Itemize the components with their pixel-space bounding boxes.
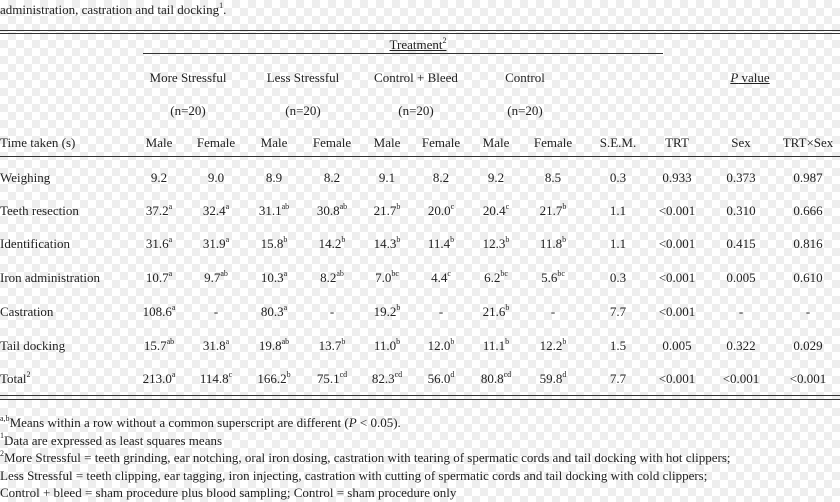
footnote-control bbox=[0, 484, 731, 502]
bottom-rule-double bbox=[0, 399, 840, 400]
cell-value: 0.610 bbox=[793, 270, 823, 285]
column-header: Female bbox=[196, 135, 236, 150]
cell-value: 13.7 bbox=[318, 338, 342, 353]
cell-superscript: b bbox=[505, 234, 510, 244]
cell-superscript: ab bbox=[336, 268, 344, 278]
cell-value: 21.6 bbox=[482, 304, 506, 319]
cell-superscript: b bbox=[396, 201, 401, 211]
cell-value: 31.9 bbox=[202, 236, 226, 251]
cell-value: 31.8 bbox=[202, 338, 226, 353]
cell-superscript: a bbox=[225, 234, 230, 244]
cell-value: 31.1 bbox=[258, 203, 282, 218]
cell-value: <0.001 bbox=[658, 270, 696, 285]
table-cell bbox=[739, 304, 743, 320]
row-label: Identification bbox=[0, 236, 71, 251]
cell-superscript: d bbox=[450, 369, 455, 379]
cell-value: 12.0 bbox=[427, 338, 451, 353]
table-cell bbox=[610, 338, 626, 354]
cell-value: 11.4 bbox=[427, 236, 451, 251]
table-cell bbox=[793, 338, 822, 354]
footnote-text: Data are expressed as least squares means bbox=[4, 432, 223, 448]
row-label: Iron administration bbox=[0, 270, 101, 285]
footnote-text: Means within a row without a common superscript are different ( bbox=[9, 415, 349, 430]
table-cell bbox=[610, 170, 626, 186]
table-cell bbox=[214, 304, 218, 320]
cell-superscript: a bbox=[168, 268, 173, 278]
cell-superscript: cd bbox=[339, 369, 348, 379]
table-cell bbox=[483, 236, 510, 252]
cell-value: 21.7 bbox=[539, 203, 563, 218]
group-n: (n=20) bbox=[170, 103, 206, 118]
group-n: (n=20) bbox=[507, 103, 543, 118]
cell-value: 0.415 bbox=[726, 236, 756, 251]
table-cell bbox=[203, 338, 229, 354]
cell-value: 7.0 bbox=[375, 270, 392, 285]
cell-value: 56.0 bbox=[427, 371, 451, 386]
cell-superscript: a bbox=[283, 302, 288, 312]
column-header: Male bbox=[145, 135, 173, 150]
cell-value: 21.7 bbox=[373, 203, 397, 218]
cell-superscript: b bbox=[562, 201, 567, 211]
group-name: Control + Bleed bbox=[374, 70, 458, 85]
cell-value: <0.001 bbox=[658, 236, 696, 251]
table-cell bbox=[484, 270, 508, 286]
cell-value: 9.2 bbox=[487, 170, 505, 185]
table-cell bbox=[488, 170, 504, 186]
cell-value: - bbox=[213, 304, 219, 319]
footnote-lsmeans bbox=[0, 432, 731, 450]
cell-superscript: cd bbox=[394, 369, 403, 379]
cell-superscript: b bbox=[341, 234, 346, 244]
table-cell bbox=[319, 236, 346, 252]
cell-value: 9.1 bbox=[378, 170, 396, 185]
group-name: More Stressful bbox=[149, 70, 227, 85]
footnote-text-end: < 0.05). bbox=[356, 415, 401, 430]
footnote-p-italic: P bbox=[348, 415, 357, 430]
cell-superscript: ab bbox=[166, 336, 175, 346]
footnote-more-stressful bbox=[0, 449, 731, 467]
row-label: Weighing bbox=[0, 170, 51, 185]
treatment-header-sup: 2 bbox=[442, 35, 447, 45]
table-cell bbox=[151, 170, 167, 186]
cell-value: 0.933 bbox=[662, 170, 692, 185]
cell-value: 12.3 bbox=[482, 236, 506, 251]
cell-value: 8.2 bbox=[323, 170, 341, 185]
table-cell bbox=[540, 236, 566, 252]
table-cell bbox=[610, 371, 626, 387]
table-cell bbox=[726, 170, 755, 186]
cell-value: 0.666 bbox=[793, 203, 823, 218]
table-cell bbox=[259, 338, 289, 354]
cell-value: 11.8 bbox=[539, 236, 563, 251]
cell-value: 1.1 bbox=[609, 236, 627, 251]
column-header: Sex bbox=[731, 135, 751, 150]
cell-value: 7.7 bbox=[609, 304, 627, 319]
cell-value: <0.001 bbox=[658, 371, 696, 386]
cell-value: <0.001 bbox=[722, 371, 760, 386]
group-n: (n=20) bbox=[285, 103, 321, 118]
table-cell bbox=[317, 371, 347, 387]
cell-superscript: a bbox=[171, 369, 176, 379]
table-cell bbox=[726, 338, 755, 354]
table-cell bbox=[662, 170, 691, 186]
table-cell bbox=[428, 371, 455, 387]
table-caption bbox=[0, 2, 226, 18]
cell-value: - bbox=[738, 304, 744, 319]
cell-value: 0.373 bbox=[726, 170, 756, 185]
table-cell bbox=[261, 304, 287, 320]
cell-value: 9.7 bbox=[204, 270, 221, 285]
table-cell bbox=[428, 203, 454, 219]
cell-value: 80.3 bbox=[260, 304, 284, 319]
group-n: (n=20) bbox=[398, 103, 434, 118]
table-cell bbox=[257, 371, 290, 387]
cell-value: 19.8 bbox=[258, 338, 282, 353]
cell-value: 8.2 bbox=[432, 170, 450, 185]
cell-superscript: c bbox=[450, 201, 455, 211]
cell-value: 114.8 bbox=[199, 371, 229, 386]
pvalue-header-p: P bbox=[730, 70, 739, 85]
table-cell bbox=[431, 270, 451, 286]
footnote-mark: a,b bbox=[0, 413, 10, 423]
table-cell bbox=[659, 270, 696, 286]
cell-value: <0.001 bbox=[658, 304, 696, 319]
cell-superscript: c bbox=[505, 201, 510, 211]
table-cell bbox=[143, 304, 176, 320]
table-cell bbox=[379, 170, 395, 186]
table-cell bbox=[204, 270, 228, 286]
footnote-text: More Stressful = teeth grinding, ear notching, oral iron dosing, castration with tearing of spermatic cords and tail docking with hot clippers; bbox=[4, 450, 731, 465]
caption-footnote-mark: 1 bbox=[219, 0, 224, 10]
group-name: Control bbox=[505, 70, 545, 85]
table-cell bbox=[144, 338, 174, 354]
table-cell bbox=[203, 203, 229, 219]
table-cell bbox=[200, 371, 232, 387]
footnote-text: Control + bleed = sham procedure plus blood sampling; Control = sham procedure only bbox=[0, 485, 457, 500]
column-header: Male bbox=[260, 135, 288, 150]
cell-superscript: a bbox=[283, 268, 288, 278]
table-cell bbox=[208, 170, 224, 186]
table-cell bbox=[483, 304, 510, 320]
table-cell bbox=[261, 236, 288, 252]
table-cell bbox=[662, 338, 691, 354]
table-cell bbox=[793, 236, 822, 252]
row-label-sup: 2 bbox=[26, 369, 31, 379]
column-header: Male bbox=[482, 135, 510, 150]
cell-value: 15.8 bbox=[260, 236, 284, 251]
column-header: S.E.M. bbox=[599, 135, 637, 150]
row-label: Teeth resection bbox=[0, 203, 79, 218]
cell-superscript: b bbox=[562, 336, 567, 346]
table-cell bbox=[610, 270, 626, 286]
footnote-text: Less Stressful = teeth clipping, ear tagging, iron injecting, castration with cutting of spermatic cords and tail docking with cold clippers; bbox=[0, 467, 708, 483]
cell-superscript: b bbox=[396, 302, 401, 312]
column-header: Male bbox=[373, 135, 401, 150]
row-label: Total$^2$ bbox=[0, 369, 31, 386]
cell-superscript: b bbox=[505, 336, 510, 346]
cell-superscript: c bbox=[228, 369, 233, 379]
table-cell bbox=[374, 236, 401, 252]
cell-superscript: cd bbox=[503, 369, 512, 379]
table-cell bbox=[545, 170, 561, 186]
cell-value: 6.2 bbox=[484, 270, 501, 285]
cell-superscript: b bbox=[505, 302, 510, 312]
cell-value: 14.2 bbox=[318, 236, 342, 251]
column-header: Female bbox=[533, 135, 573, 150]
caption-end: . bbox=[223, 2, 227, 17]
group-name: Less Stressful bbox=[266, 70, 340, 85]
table-cell bbox=[659, 203, 696, 219]
cell-superscript: ab bbox=[281, 336, 290, 346]
cell-value: 19.2 bbox=[373, 304, 397, 319]
table-footnotes bbox=[0, 414, 731, 502]
table-cell bbox=[726, 203, 755, 219]
table-cell bbox=[317, 203, 347, 219]
caption-text: administration, castration and tail docking bbox=[0, 2, 220, 17]
cell-value: 1.1 bbox=[609, 203, 627, 218]
cell-superscript: b bbox=[562, 234, 567, 244]
cell-superscript: a bbox=[225, 201, 230, 211]
cell-superscript: a bbox=[225, 336, 230, 346]
table-cell bbox=[551, 304, 555, 320]
cell-value: 0.005 bbox=[726, 270, 756, 285]
table-cell bbox=[143, 371, 176, 387]
column-header: TRT bbox=[665, 135, 689, 150]
cell-superscript: b bbox=[396, 336, 401, 346]
cell-value: 59.8 bbox=[539, 371, 563, 386]
table-cell bbox=[146, 270, 172, 286]
footnote-mark: 2 bbox=[0, 448, 4, 458]
cell-value: 20.4 bbox=[482, 203, 506, 218]
cell-value: 7.7 bbox=[609, 371, 627, 386]
cell-value: <0.001 bbox=[658, 203, 696, 218]
cell-value: 213.0 bbox=[142, 371, 172, 386]
table-cell bbox=[483, 338, 509, 354]
cell-value: 0.3 bbox=[609, 170, 627, 185]
top-rule bbox=[0, 30, 840, 31]
cell-value: - bbox=[805, 304, 811, 319]
footnote-mark: 1 bbox=[0, 431, 4, 441]
cell-superscript: c bbox=[447, 268, 451, 278]
table-cell bbox=[266, 170, 282, 186]
cell-value: 8.5 bbox=[544, 170, 562, 185]
cell-superscript: b bbox=[450, 234, 455, 244]
cell-value: 30.8 bbox=[316, 203, 340, 218]
column-header: Female bbox=[312, 135, 352, 150]
table-cell bbox=[433, 170, 449, 186]
table-cell bbox=[723, 371, 760, 387]
cell-superscript: bc bbox=[391, 268, 399, 278]
table-cell bbox=[610, 304, 626, 320]
table-cell bbox=[372, 371, 402, 387]
cell-value: 11.0 bbox=[373, 338, 397, 353]
table-cell bbox=[439, 304, 443, 320]
cell-value: 31.6 bbox=[145, 236, 169, 251]
table-cell bbox=[659, 304, 696, 320]
table-cell bbox=[146, 203, 172, 219]
cell-value: - bbox=[438, 304, 444, 319]
table-cell bbox=[319, 338, 346, 354]
treatment-rule bbox=[143, 53, 663, 54]
cell-value: 11.1 bbox=[482, 338, 506, 353]
cell-superscript: b bbox=[450, 336, 455, 346]
table-cell bbox=[610, 203, 626, 219]
column-header: Female bbox=[421, 135, 461, 150]
table-cell bbox=[540, 338, 567, 354]
top-rule-double bbox=[0, 33, 840, 34]
table-cell bbox=[793, 170, 822, 186]
cell-value: 80.8 bbox=[480, 371, 504, 386]
cell-value: 9.0 bbox=[207, 170, 225, 185]
table-cell bbox=[726, 270, 755, 286]
cell-superscript: a bbox=[171, 302, 176, 312]
cell-superscript: b bbox=[283, 234, 288, 244]
table-cell bbox=[428, 338, 455, 354]
cell-superscript: bc bbox=[557, 268, 565, 278]
table-cell bbox=[259, 203, 289, 219]
pvalue-header-rest: value bbox=[738, 70, 770, 85]
table-cell bbox=[806, 304, 810, 320]
table-cell bbox=[146, 236, 172, 252]
table-cell bbox=[261, 270, 287, 286]
cell-value: 14.3 bbox=[373, 236, 397, 251]
table-cell bbox=[374, 203, 401, 219]
cell-value: 32.4 bbox=[202, 203, 226, 218]
pvalue-header bbox=[730, 70, 769, 86]
table-cell bbox=[793, 270, 822, 286]
cell-value: 0.005 bbox=[662, 338, 692, 353]
table-cell bbox=[330, 304, 334, 320]
cell-value: 12.2 bbox=[539, 338, 563, 353]
treatment-header bbox=[390, 37, 447, 53]
row-label: Tail docking bbox=[0, 338, 66, 353]
table-cell bbox=[726, 236, 755, 252]
table-cell bbox=[324, 170, 340, 186]
cell-value: - bbox=[550, 304, 556, 319]
table-cell bbox=[659, 371, 696, 387]
cell-superscript: a bbox=[168, 201, 173, 211]
cell-value: 10.7 bbox=[145, 270, 169, 285]
cell-value: 8.9 bbox=[265, 170, 283, 185]
cell-value: 37.2 bbox=[145, 203, 169, 218]
cell-value: 15.7 bbox=[143, 338, 167, 353]
cell-superscript: b bbox=[341, 336, 346, 346]
cell-value: 0.816 bbox=[793, 236, 823, 251]
cell-value: - bbox=[329, 304, 335, 319]
table-cell bbox=[610, 236, 626, 252]
table-cell bbox=[540, 371, 567, 387]
cell-value: 5.6 bbox=[541, 270, 558, 285]
cell-value: 0.029 bbox=[793, 338, 823, 353]
cell-value: 9.2 bbox=[150, 170, 168, 185]
cell-superscript: b bbox=[396, 234, 401, 244]
treatment-header-text: Treatment bbox=[389, 37, 443, 52]
cell-value: 108.6 bbox=[142, 304, 172, 319]
cell-value: 0.3 bbox=[609, 270, 627, 285]
time-taken-label: Time taken (s) bbox=[0, 135, 76, 150]
table-cell bbox=[481, 371, 511, 387]
table-cell bbox=[540, 203, 567, 219]
cell-value: 0.987 bbox=[793, 170, 823, 185]
cell-superscript: b bbox=[286, 369, 291, 379]
footnote-less-stressful bbox=[0, 467, 731, 485]
cell-value: 4.4 bbox=[431, 270, 448, 285]
table-cell bbox=[483, 203, 509, 219]
cell-superscript: ab bbox=[281, 201, 290, 211]
cell-value: 10.3 bbox=[260, 270, 284, 285]
table-cell bbox=[374, 338, 400, 354]
table-cell bbox=[375, 270, 399, 286]
table-cell bbox=[428, 236, 454, 252]
cell-value: <0.001 bbox=[789, 371, 827, 386]
table-cell bbox=[320, 270, 344, 286]
table-cell bbox=[790, 371, 827, 387]
cell-superscript: a bbox=[168, 234, 173, 244]
cell-value: 0.310 bbox=[726, 203, 756, 218]
header-rule bbox=[0, 156, 840, 157]
cell-value: 75.1 bbox=[316, 371, 340, 386]
table-cell bbox=[374, 304, 401, 320]
table-cell bbox=[793, 203, 822, 219]
footnote-significance bbox=[0, 414, 731, 432]
table-cell bbox=[203, 236, 229, 252]
cell-value: 166.2 bbox=[257, 371, 287, 386]
cell-value: 0.322 bbox=[726, 338, 756, 353]
cell-superscript: d bbox=[562, 369, 567, 379]
table-cell bbox=[659, 236, 696, 252]
cell-superscript: ab bbox=[339, 201, 348, 211]
table-cell bbox=[541, 270, 565, 286]
column-header: TRT×Sex bbox=[782, 135, 834, 150]
row-label: Castration bbox=[0, 304, 54, 319]
cell-superscript: bc bbox=[500, 268, 508, 278]
bottom-rule bbox=[0, 395, 840, 396]
cell-value: 8.2 bbox=[320, 270, 337, 285]
cell-value: 1.5 bbox=[609, 338, 627, 353]
cell-value: 82.3 bbox=[371, 371, 395, 386]
cell-value: 20.0 bbox=[427, 203, 451, 218]
cell-superscript: ab bbox=[220, 268, 228, 278]
